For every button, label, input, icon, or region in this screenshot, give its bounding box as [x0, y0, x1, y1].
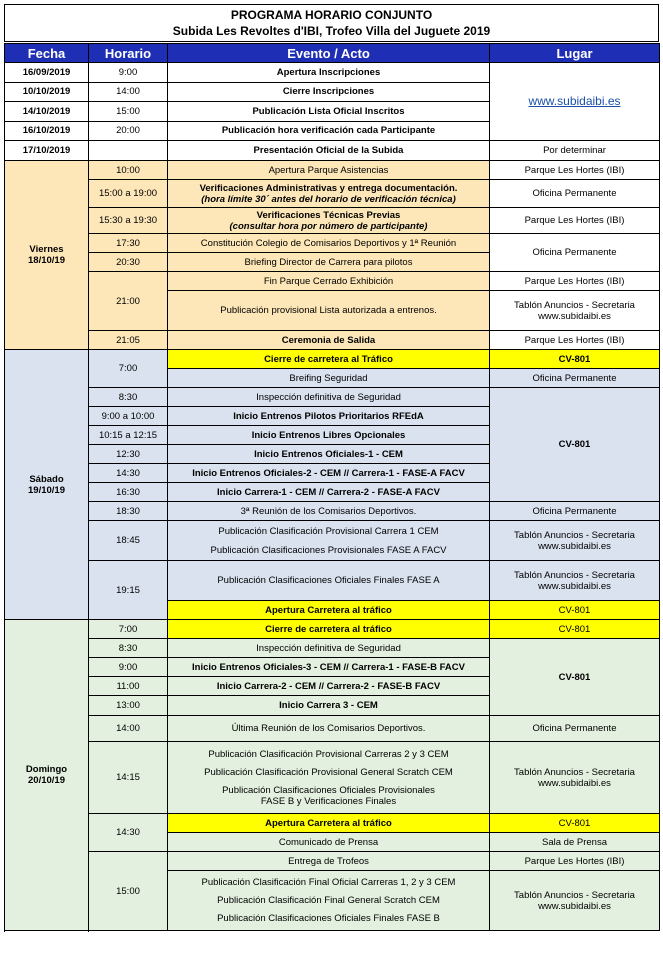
- place-cell: Parque Les Hortes (IBI): [490, 208, 660, 234]
- table-row: [5, 852, 660, 871]
- header-fecha: Fecha: [5, 44, 89, 63]
- schedule-table: [4, 43, 660, 931]
- place-cell: CV-801: [490, 814, 660, 833]
- event-cell: Publicación Clasificación Provisional Carreras 2 y 3 CEM Publicación Clasificación Provisional General Scratch CEM Publicación Clasificaciones Oficiales Provisionales FASE B y Verificaciones Finales: [168, 742, 490, 814]
- time-cell: 18:30: [89, 502, 168, 521]
- time-cell: 14:15: [89, 742, 168, 814]
- event-cell: 3ª Reunión de los Comisarios Deportivos.: [168, 502, 490, 521]
- table-row: [5, 716, 660, 742]
- place-cell: Tablón Anuncios - Secretaria www.subidaibi.es: [490, 871, 660, 931]
- table-row: [5, 814, 660, 833]
- place-cell: Tablón Anuncios - Secretaria www.subidaibi.es: [490, 521, 660, 561]
- time-cell: [89, 141, 168, 161]
- header-lugar: Lugar: [490, 44, 660, 63]
- place-cell: Parque Les Hortes (IBI): [490, 852, 660, 871]
- date-cell: 14/10/2019: [5, 102, 89, 122]
- time-cell: 14:00: [89, 716, 168, 742]
- event-cell: Comunicado de Prensa: [168, 833, 490, 852]
- time-cell: 15:30 a 19:30: [89, 208, 168, 234]
- place-cell: Oficina Permanente: [490, 502, 660, 521]
- title-block: [4, 4, 659, 42]
- place-cell: Tablón Anuncios - Secretaria www.subidaibi.es: [490, 742, 660, 814]
- place-cell: Tablón Anuncios - Secretaria www.subidaibi.es: [490, 561, 660, 601]
- event-cell: Constitución Colegio de Comisarios Deportivos y 1ª Reunión: [168, 234, 490, 253]
- place-cell: CV-801: [490, 639, 660, 716]
- document-title: PROGRAMA HORARIO CONJUNTO: [230, 8, 433, 22]
- time-cell: 15:00: [89, 852, 168, 931]
- place-cell: CV-801: [490, 350, 660, 369]
- time-cell: 15:00 a 19:00: [89, 180, 168, 208]
- event-cell: Briefing Director de Carrera para pilotos: [168, 253, 490, 272]
- header-row: [5, 44, 660, 63]
- event-cell: Inicio Carrera-2 - CEM // Carrera-2 - FASE-B FACV: [168, 677, 490, 696]
- table-row: [5, 234, 660, 253]
- time-cell: 16:30: [89, 483, 168, 502]
- web-link[interactable]: www.subidaibi.es: [528, 93, 621, 108]
- event-cell: Publicación Clasificaciones Oficiales Finales FASE A: [168, 561, 490, 601]
- time-cell: 10:00: [89, 161, 168, 180]
- event-cell: Apertura Parque Asistencias: [168, 161, 490, 180]
- event-cell: Publicación provisional Lista autorizada a entrenos.: [168, 291, 490, 331]
- table-row: [5, 272, 660, 291]
- event-cell: Apertura Carretera al tráfico: [168, 601, 490, 620]
- time-cell: 7:00: [89, 620, 168, 639]
- event-cell: Apertura Carretera al tráfico: [168, 814, 490, 833]
- header-horario: Horario: [89, 44, 168, 63]
- place-cell: Oficina Permanente: [490, 369, 660, 388]
- event-cell: Inicio Entrenos Pilotos Prioritarios RFEdA: [168, 407, 490, 426]
- date-cell: 10/10/2019: [5, 82, 89, 102]
- table-row: [5, 502, 660, 521]
- table-row: [5, 620, 660, 639]
- event-cell: Última Reunión de los Comisarios Deportivos.: [168, 716, 490, 742]
- time-cell: 7:00: [89, 350, 168, 388]
- time-cell: 21:00: [89, 272, 168, 331]
- event-cell: Inicio Carrera-1 - CEM // Carrera-2 - FASE-A FACV: [168, 483, 490, 502]
- time-cell: 20:30: [89, 253, 168, 272]
- event-cell: Cierre Inscripciones: [168, 82, 490, 102]
- date-cell: 17/10/2019: [5, 141, 89, 161]
- table-row: [5, 742, 660, 814]
- time-cell: 13:00: [89, 696, 168, 716]
- event-cell: Inspección definitiva de Seguridad: [168, 388, 490, 407]
- place-cell: CV-801: [490, 620, 660, 639]
- place-cell: Tablón Anuncios - Secretaria www.subidaibi.es: [490, 291, 660, 331]
- event-cell: Apertura Inscripciones: [168, 63, 490, 83]
- event-cell: Ceremonia de Salida: [168, 331, 490, 350]
- place-cell: CV-801: [490, 388, 660, 502]
- document-subtitle: Subida Les Revoltes d'IBI, Trofeo Villa del Juguete 2019: [172, 24, 491, 38]
- place-cell: Oficina Permanente: [490, 234, 660, 272]
- time-cell: 8:30: [89, 639, 168, 658]
- event-cell: Publicación Clasificación Final Oficial Carreras 1, 2 y 3 CEM Publicación Clasificación Final General Scratch CEM Publicación Clasificaciones Oficiales Finales FASE B: [168, 871, 490, 931]
- date-cell: 16/09/2019: [5, 63, 89, 83]
- time-cell: 21:05: [89, 331, 168, 350]
- table-row: [5, 180, 660, 208]
- event-cell: Cierre de carretera al Tráfico: [168, 350, 490, 369]
- event-cell: Presentación Oficial de la Subida: [168, 141, 490, 161]
- event-cell: Inicio Entrenos Libres Opcionales: [168, 426, 490, 445]
- time-cell: 14:00: [89, 82, 168, 102]
- event-cell: Publicación hora verificación cada Participante: [168, 121, 490, 141]
- time-cell: 8:30: [89, 388, 168, 407]
- event-cell: Fin Parque Cerrado Exhibición: [168, 272, 490, 291]
- web-link-cell: [490, 63, 660, 141]
- date-cell: 16/10/2019: [5, 121, 89, 141]
- event-cell: Verificaciones Técnicas Previas (consultar hora por número de participante): [168, 208, 490, 234]
- time-cell: 10:15 a 12:15: [89, 426, 168, 445]
- place-cell: Por determinar: [490, 141, 660, 161]
- place-cell: Parque Les Hortes (IBI): [490, 272, 660, 291]
- time-cell: 19:15: [89, 561, 168, 620]
- event-cell: Inicio Entrenos Oficiales-1 - CEM: [168, 445, 490, 464]
- time-cell: 17:30: [89, 234, 168, 253]
- table-row: [5, 63, 660, 83]
- day-label-sabado: Sábado 19/10/19: [5, 350, 89, 620]
- table-row: [5, 561, 660, 601]
- time-cell: 9:00: [89, 658, 168, 677]
- table-row: [5, 208, 660, 234]
- event-cell: Inspección definitiva de Seguridad: [168, 639, 490, 658]
- table-row: [5, 141, 660, 161]
- event-cell: Publicación Lista Oficial Inscritos: [168, 102, 490, 122]
- time-cell: 9:00 a 10:00: [89, 407, 168, 426]
- event-cell: Inicio Carrera 3 - CEM: [168, 696, 490, 716]
- place-cell: Oficina Permanente: [490, 180, 660, 208]
- table-row: [5, 388, 660, 407]
- header-evento: Evento / Acto: [168, 44, 490, 63]
- table-row: [5, 350, 660, 369]
- place-cell: Parque Les Hortes (IBI): [490, 331, 660, 350]
- event-cell: Inicio Entrenos Oficiales-3 - CEM // Carrera-1 - FASE-B FACV: [168, 658, 490, 677]
- time-cell: 20:00: [89, 121, 168, 141]
- place-cell: Parque Les Hortes (IBI): [490, 161, 660, 180]
- time-cell: 15:00: [89, 102, 168, 122]
- time-cell: 14:30: [89, 814, 168, 852]
- place-cell: Sala de Prensa: [490, 833, 660, 852]
- table-row: [5, 521, 660, 561]
- time-cell: 9:00: [89, 63, 168, 83]
- event-cell: Inicio Entrenos Oficiales-2 - CEM // Carrera-1 - FASE-A FACV: [168, 464, 490, 483]
- time-cell: 11:00: [89, 677, 168, 696]
- event-cell: Entrega de Trofeos: [168, 852, 490, 871]
- event-cell: Verificaciones Administrativas y entrega documentación. (hora límite 30´ antes del horario de verificación técnica): [168, 180, 490, 208]
- table-row: [5, 331, 660, 350]
- place-cell: CV-801: [490, 601, 660, 620]
- time-cell: 12:30: [89, 445, 168, 464]
- time-cell: 14:30: [89, 464, 168, 483]
- place-cell: Oficina Permanente: [490, 716, 660, 742]
- event-cell: Publicación Clasificación Provisional Carrera 1 CEM Publicación Clasificaciones Provisionales FASE A FACV: [168, 521, 490, 561]
- event-cell: Cierre de carretera al tráfico: [168, 620, 490, 639]
- day-label-domingo: Domingo 20/10/19: [5, 620, 89, 931]
- table-row: [5, 161, 660, 180]
- table-row: [5, 639, 660, 658]
- day-label-viernes: Viernes 18/10/19: [5, 161, 89, 350]
- time-cell: 18:45: [89, 521, 168, 561]
- event-cell: Breifing Seguridad: [168, 369, 490, 388]
